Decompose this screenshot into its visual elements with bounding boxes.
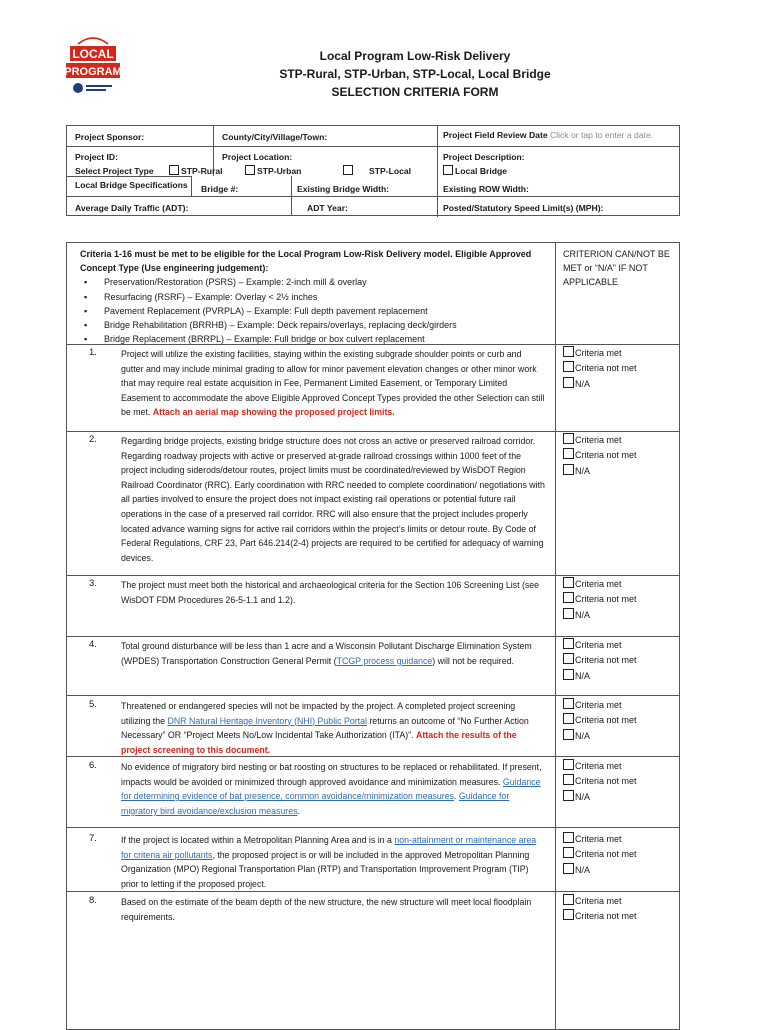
type-local-bridge[interactable]: Local Bridge xyxy=(443,165,507,176)
criterion-number: 6. xyxy=(89,760,97,771)
criteria-not-met-option[interactable]: Criteria not met xyxy=(563,909,673,924)
checkbox-icon[interactable] xyxy=(563,608,574,619)
list-item: ▪ Pavement Replacement (PVRPLA) – Example: Full depth pavement replacement xyxy=(80,304,545,318)
select-project-type-label: Select Project Type xyxy=(75,166,154,176)
checkbox-icon[interactable] xyxy=(563,894,574,905)
non-attainment-link[interactable]: non-attainment or maintenance area for criteria air pollutants xyxy=(121,835,537,860)
criteria-not-met-option[interactable]: Criteria not met xyxy=(563,361,673,376)
checkbox-icon[interactable] xyxy=(563,577,574,588)
criterion-options-7 xyxy=(563,832,673,878)
attach-instruction: Attach the results of the project screening to this document. xyxy=(121,730,517,755)
criterion-options-8 xyxy=(563,894,673,925)
checkbox-icon[interactable] xyxy=(169,165,179,175)
project-info-table xyxy=(66,125,680,216)
project-id-label: Project ID: xyxy=(75,152,118,162)
criteria-met-option[interactable]: Criteria met xyxy=(563,759,673,774)
criterion-number: 3. xyxy=(89,578,97,589)
checkbox-icon[interactable] xyxy=(563,377,574,388)
checkbox-icon[interactable] xyxy=(563,448,574,459)
na-option[interactable]: N/A xyxy=(563,608,673,623)
checkbox-icon[interactable] xyxy=(563,759,574,770)
criteria-not-met-option[interactable]: Criteria not met xyxy=(563,592,673,607)
criterion-text: Project will utilize the existing facilities, staying within the existing subgrade shoulder points or curb and gutter and may include minimal grading to allow for minor pavement elevation changes or other minor work that may require real estate acquisition in Fee, Permanent Limited Easement, or Temporary Limited Easement to accommodate the above Eligible Approved Concept Types provided the other Selection can still be met. Attach an aerial map showing the proposed project limits. xyxy=(121,349,545,418)
logo-line1: LOCAL xyxy=(72,47,114,61)
project-sponsor-label: Project Sponsor: xyxy=(75,132,145,142)
title-line1: Local Program Low-Risk Delivery xyxy=(319,49,511,63)
adt-label: Average Daily Traffic (ADT): xyxy=(75,203,189,213)
criterion-text: Total ground disturbance will be less than 1 acre and a Wisconsin Pollutant Discharge Elimination System (WPDES) Transportation Construction General Permit (TCGP process guidance) will not be required. xyxy=(121,641,532,666)
criterion-number: 1. xyxy=(89,347,97,358)
criterion-text: The project must meet both the historical and archaeological criteria for the Section 106 Screening List (see WisDOT FDM Procedures 26-5-1.1 and 1.2). xyxy=(121,580,540,605)
na-option[interactable]: N/A xyxy=(563,790,673,805)
criterion-options-4 xyxy=(563,638,673,684)
field-review-label: Project Field Review Date xyxy=(443,130,548,140)
na-option[interactable]: N/A xyxy=(563,863,673,878)
checkbox-icon[interactable] xyxy=(563,909,574,920)
checkbox-icon[interactable] xyxy=(563,698,574,709)
criterion-note: CRITERION CAN/NOT BE MET or “N/A” IF NOT APPLICABLE xyxy=(563,249,670,288)
checkbox-icon[interactable] xyxy=(563,847,574,858)
checkbox-icon[interactable] xyxy=(443,165,453,175)
row-width-label: Existing ROW Width: xyxy=(443,184,529,194)
list-item: ▪ Bridge Replacement (BRRPL) – Example: Full bridge or box culvert replacement xyxy=(80,332,545,346)
field-review-date-input[interactable]: Click or tap to enter a date. xyxy=(549,130,654,140)
criterion-number: 5. xyxy=(89,699,97,710)
checkbox-icon[interactable] xyxy=(563,346,574,357)
checkbox-icon[interactable] xyxy=(563,863,574,874)
checkbox-icon[interactable] xyxy=(245,165,255,175)
checkbox-icon[interactable] xyxy=(563,464,574,475)
type-stp-rural[interactable]: STP-Rural xyxy=(169,165,223,176)
criterion-number: 7. xyxy=(89,833,97,844)
criterion-number: 4. xyxy=(89,639,97,650)
checkbox-icon[interactable] xyxy=(563,774,574,785)
criteria-met-option[interactable]: Criteria met xyxy=(563,832,673,847)
adt-year-label: ADT Year: xyxy=(307,203,348,213)
criterion-options-6 xyxy=(563,759,673,805)
checkbox-icon[interactable] xyxy=(563,592,574,603)
checkbox-icon[interactable] xyxy=(563,653,574,664)
criterion-options-1 xyxy=(563,346,673,392)
criteria-not-met-option[interactable]: Criteria not met xyxy=(563,713,673,728)
checkbox-icon[interactable] xyxy=(563,713,574,724)
criterion-options-5 xyxy=(563,698,673,744)
criteria-met-option[interactable]: Criteria met xyxy=(563,894,673,909)
criteria-not-met-option[interactable]: Criteria not met xyxy=(563,774,673,789)
criterion-text: No evidence of migratory bird nesting or bat roosting on structures to be replaced or rehabilitated. If present, impacts would be avoided or minimized through approved avoidance and minimization measures. Guidance for determining evidence of bat presence, common avoidance/minimization measures. Guidance for migratory bird avoidance/exclusion measures. xyxy=(121,762,542,816)
criterion-number: 8. xyxy=(89,895,97,906)
tcgp-guidance-link[interactable]: TCGP process guidance xyxy=(336,655,433,666)
eligibility-intro xyxy=(80,247,545,346)
bridge-number-label: Bridge #: xyxy=(201,184,239,194)
bird-guidance-link[interactable]: Guidance for migratory bird avoidance/exclusion measures xyxy=(121,791,510,816)
criterion-text: If the project is located within a Metropolitan Planning Area and is in a non-attainment or maintenance area for criteria air pollutants, the proposed project is or will be included in the approved Metropolitan Planning Organization (MPO) Regional Transportation Plan (RTP) and Transportation Improvement Program (TIP) prior to letting if the proposed project. xyxy=(121,835,537,889)
criterion-number: 2. xyxy=(89,434,97,445)
form-title xyxy=(200,47,630,101)
criterion-options-2 xyxy=(563,433,673,479)
checkbox-icon[interactable] xyxy=(563,669,574,680)
criterion-options-3 xyxy=(563,577,673,623)
criteria-table xyxy=(66,242,680,1030)
criteria-not-met-option[interactable]: Criteria not met xyxy=(563,448,673,463)
list-item: ▪ Resurfacing (RSRF) – Example: Overlay < 2½ inches xyxy=(80,290,545,304)
type-stp-local[interactable]: STP-Local xyxy=(343,165,411,176)
logo-line2: PROGRAM xyxy=(64,66,122,78)
intro-heading: Criteria 1-16 must be met to be eligible for the Local Program Low-Risk Delivery model. Eligible Approved Concept Type (Use engineering judgement): xyxy=(80,249,532,274)
nhi-portal-link[interactable]: DNR Natural Heritage Inventory (NHI) Public Portal xyxy=(167,715,367,726)
concept-type-list xyxy=(80,275,545,346)
checkbox-icon[interactable] xyxy=(563,832,574,843)
attach-instruction: Attach an aerial map showing the proposed project limits. xyxy=(152,407,395,418)
checkbox-icon[interactable] xyxy=(563,638,574,649)
bridge-specs-label: Local Bridge Specifications xyxy=(75,180,188,190)
type-stp-urban[interactable]: STP-Urban xyxy=(245,165,301,176)
criterion-text: Threatened or endangered species will not be impacted by the project. A completed project screening utilizing the DNR Natural Heritage Inventory (NHI) Public Portal returns an outcome of “No Further Action Necessary” OR “Project Meets No/Low Incidental Take Authorization (ITA)”. Attach the results of the project screening to this document. xyxy=(121,701,529,755)
na-option[interactable]: N/A xyxy=(563,669,673,684)
na-option[interactable]: N/A xyxy=(563,729,673,744)
checkbox-icon[interactable] xyxy=(563,729,574,740)
criterion-text: Based on the estimate of the beam depth of the new structure, the new structure will meet local floodplain requirements. xyxy=(121,897,532,922)
bat-guidance-link[interactable]: Guidance for determining evidence of bat presence, common avoidance/minimization measures xyxy=(121,776,541,802)
bridge-width-label: Existing Bridge Width: xyxy=(297,184,390,194)
title-line2: STP-Rural, STP-Urban, STP-Local, Local Bridge xyxy=(279,67,551,81)
criteria-met-option[interactable]: Criteria met xyxy=(563,638,673,653)
criteria-not-met-option[interactable]: Criteria not met xyxy=(563,653,673,668)
checkbox-icon[interactable] xyxy=(563,361,574,372)
criteria-met-option[interactable]: Criteria met xyxy=(563,346,673,361)
checkbox-icon[interactable] xyxy=(563,790,574,801)
checkbox-icon[interactable] xyxy=(563,433,574,444)
list-item: ▪ Preservation/Restoration (PSRS) – Example: 2-inch mill & overlay xyxy=(80,275,545,289)
criteria-met-option[interactable]: Criteria met xyxy=(563,433,673,448)
list-item: ▪ Bridge Rehabilitation (BRRHB) – Example: Deck repairs/overlays, replacing deck/girders xyxy=(80,318,545,332)
criteria-met-option[interactable]: Criteria met xyxy=(563,698,673,713)
project-location-label: Project Location: xyxy=(222,152,293,162)
county-label: County/City/Village/Town: xyxy=(222,132,328,142)
criteria-not-met-option[interactable]: Criteria not met xyxy=(563,847,673,862)
local-program-logo xyxy=(64,34,122,96)
project-description-label: Project Description: xyxy=(443,152,525,162)
checkbox-icon[interactable] xyxy=(343,165,353,175)
na-option[interactable]: N/A xyxy=(563,464,673,479)
speed-limit-label: Posted/Statutory Speed Limit(s) (MPH): xyxy=(443,203,604,213)
criteria-met-option[interactable]: Criteria met xyxy=(563,577,673,592)
criterion-text: Regarding bridge projects, existing bridge structure does not cross an active or preserved railroad corridor. Regarding roadway projects with active or preserved at-grade railroad crossings within 1000 feet of the project including siderods/detour routes, project limits must be coordinated/reviewed by WisDOT Region Railroad Coordinator (RRC). Early coordination with RRC needed to complete coordination/ negotiations with all parties involved to ensure the project does not impact existing rail operations or potential future rail operations in the case of a preserved rail corridor. RRC will also ensure that the project includes properly located advance warning signs for active rail corridors within the project’s limits or detour route. By Code of Federal Regulations, CRF 23, Part 646.214(2-4) projects are required to be certified for adequacy of warning devices. xyxy=(121,436,545,563)
na-option[interactable]: N/A xyxy=(563,377,673,392)
title-line3: SELECTION CRITERIA FORM xyxy=(331,85,499,99)
